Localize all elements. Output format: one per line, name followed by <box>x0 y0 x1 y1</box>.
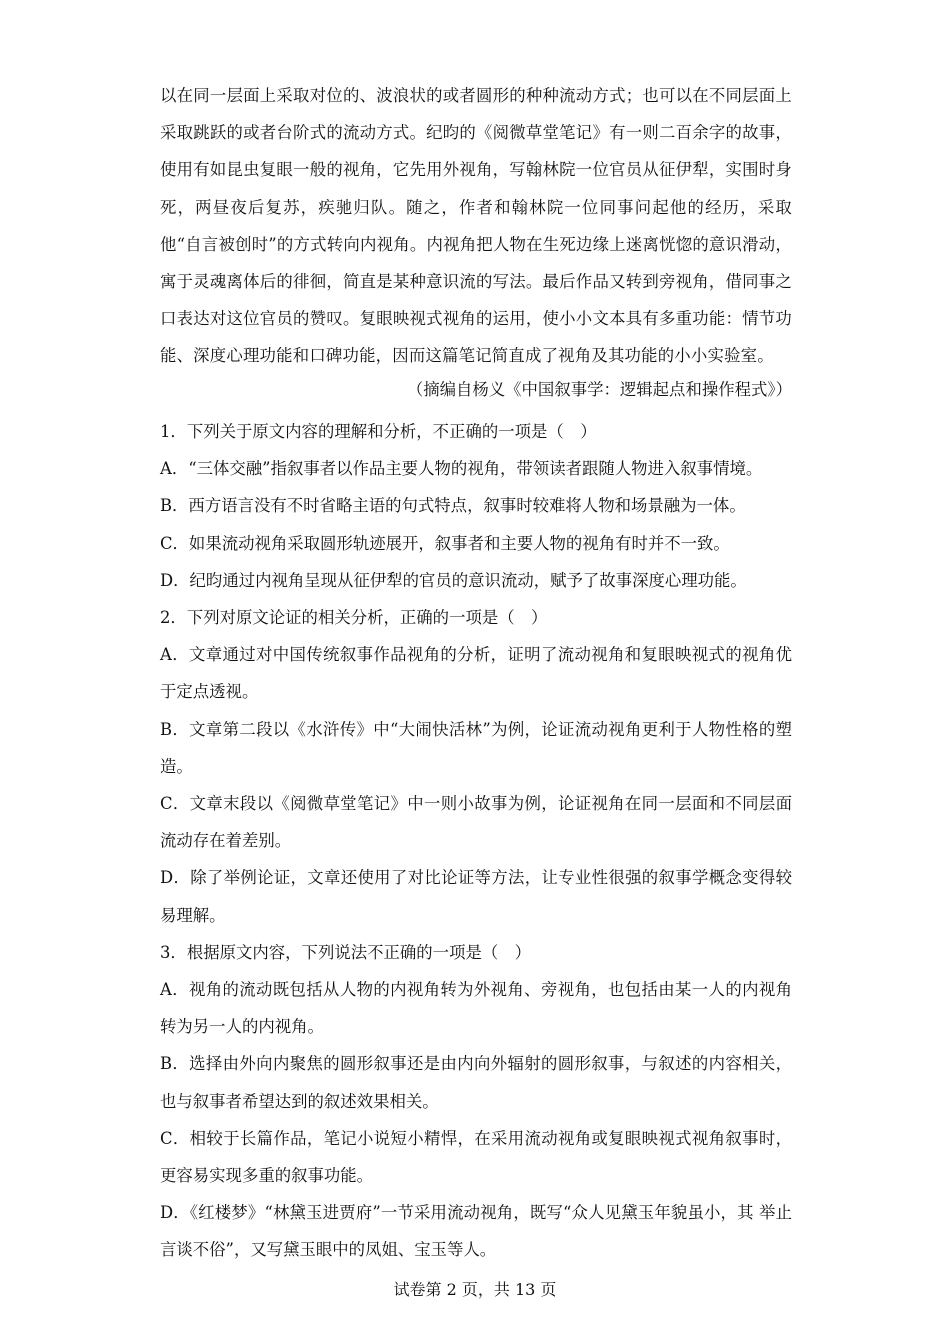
option-c: C．如果流动视角采取圆形轨迹展开，叙事者和主要人物的视角有时并不一致。 <box>160 533 730 553</box>
option-c: C．相较于长篇作品，笔记小说短小精悍，在采用流动视角或复眼映视式视角叙事时，更容易实现多重的叙事功能。 <box>160 1128 792 1186</box>
question-stem: 3．根据原文内容，下列说法不正确的一项是（ ） <box>160 942 532 962</box>
question-stem: 2．下列对原文论证的相关分析，正确的一项是（ ） <box>160 608 548 628</box>
question-3 <box>160 934 792 1269</box>
passage-paragraph: 以在同一层面上采取对位的、波浪状的或者圆形的种种流动方式；也可以在不同层面上采取跳跃的或者台阶式的流动方式。纪昀的《阅微草堂笔记》有一则二百余字的故事，使用有如昆虫复眼一般的视角，它先用外视角，写翰林院一位官员从征伊犁，实围时身死，两昼夜后复苏，疾驰归队。随之，作者和翰林院一位同事问起他的经历，采取他“自言被创时”的方式转向内视角。内视角把人物在生死边缘上迷离恍惚的意识滑动，寓于灵魂离体后的徘徊，简直是某种意识流的写法。最后作品又转到旁视角，借同事之口表达对这位官员的赞叹。复眼映视式视角的运用，使小小文本具有多重功能：情节功能、深度心理功能和口碑功能，因而这篇笔记简直成了视角及其功能的小小实验室。 <box>160 86 792 366</box>
option-a: A．“三体交融”指叙事者以作品主要人物的视角，带领读者跟随人物进入叙事情境。 <box>160 459 763 479</box>
option-d: D．纪昀通过内视角呈现从征伊犁的官员的意识流动，赋予了故事深度心理功能。 <box>160 570 747 590</box>
passage-text-block <box>160 77 792 375</box>
option-b: B．选择由外向内聚焦的圆形叙事还是由内向外辐射的圆形叙事，与叙述的内容相关，也与叙事者希望达到的叙述效果相关。 <box>160 1054 792 1111</box>
option-c: C．文章末段以《阅微草堂笔记》中一则小故事为例，论证视角在同一层面和不同层面流动存在着差别。 <box>160 794 792 851</box>
page-footer: 试卷第 2 页，共 13 页 <box>393 1280 557 1299</box>
option-b: B．西方语言没有不时省略主语的句式特点，叙事时较难将人物和场景融为一体。 <box>160 496 746 516</box>
citation: （摘编自杨义《中国叙事学：逻辑起点和操作程式》） <box>406 380 792 399</box>
option-a: A．文章通过对中国传统叙事作品视角的分析，证明了流动视角和复眼映视式的视角优于定点透视。 <box>160 645 792 702</box>
option-d: D．除了举例论证，文章还使用了对比论证等方法，让专业性很强的叙事学概念变得较易理解。 <box>160 868 792 925</box>
option-d: D．《红楼梦》“林黛玉进贾府”一节采用流动视角，既写“众人见黛玉年貌虽小，其 举止言谈不俗”，又写黛玉眼中的凤姐、宝玉等人。 <box>160 1203 792 1260</box>
questions-section <box>160 413 792 1269</box>
option-b: B．文章第二段以《水浒传》中“大闹快活林”为例，论证流动视角更利于人物性格的塑造。 <box>160 719 792 776</box>
option-a: A．视角的流动既包括从人物的内视角转为外视角、旁视角，也包括由某一人的内视角转为另一人的内视角。 <box>160 980 792 1037</box>
question-2 <box>160 599 792 934</box>
question-1 <box>160 413 792 599</box>
question-stem: 1．下列关于原文内容的理解和分析，不正确的一项是（ ） <box>160 422 597 441</box>
